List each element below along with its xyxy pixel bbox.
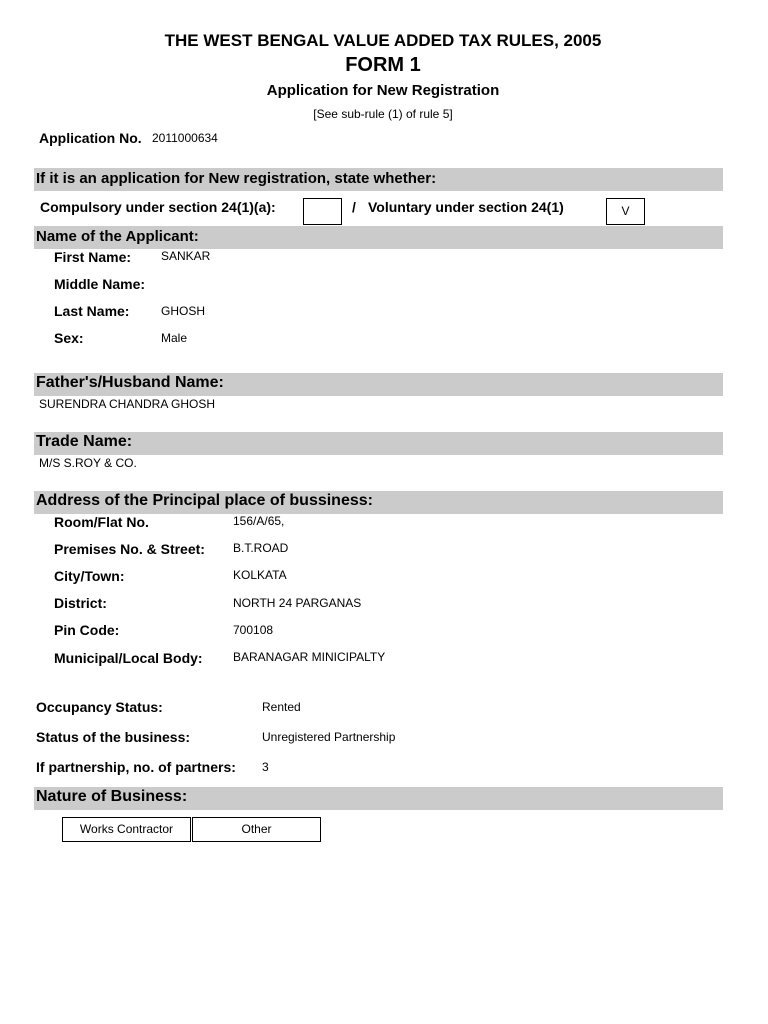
municipal-label: Municipal/Local Body:: [54, 650, 203, 666]
first-name-value: SANKAR: [161, 249, 211, 263]
city-value: KOLKATA: [233, 568, 287, 582]
municipal-value: BARANAGAR MINICIPALTY: [233, 650, 386, 664]
nature-of-business-section: [34, 787, 723, 810]
occupancy-value: Rented: [262, 700, 301, 714]
registration-separator: /: [352, 199, 356, 215]
father-husband-section: [34, 373, 723, 396]
street-label: Premises No. & Street:: [54, 541, 205, 557]
rules-title: THE WEST BENGAL VALUE ADDED TAX RULES, 2005: [164, 31, 602, 50]
father-husband-value: SURENDRA CHANDRA GHOSH: [39, 397, 216, 411]
registration-type-heading: If it is an application for New registration, state whether:: [36, 170, 437, 187]
compulsory-label: Compulsory under section 24(1)(a):: [40, 199, 276, 215]
district-label: District:: [54, 595, 107, 611]
voluntary-checkbox[interactable]: V: [606, 198, 645, 225]
first-name-label: First Name:: [54, 249, 132, 265]
last-name-label: Last Name:: [54, 303, 130, 319]
trade-name-value: M/S S.ROY & CO.: [39, 456, 137, 470]
nature-item: Works Contractor: [62, 817, 191, 842]
applicant-heading: Name of the Applicant:: [36, 228, 199, 245]
registration-type-section: [34, 168, 723, 191]
voluntary-label: Voluntary under section 24(1): [368, 199, 564, 215]
last-name-value: GHOSH: [161, 304, 206, 318]
applicant-section: [34, 226, 723, 249]
address-section: [34, 491, 723, 514]
form-subtitle: Application for New Registration: [266, 82, 500, 99]
room-value: 156/A/65,: [233, 514, 285, 528]
sex-value: Male: [161, 331, 188, 345]
form-title: FORM 1: [345, 54, 421, 76]
compulsory-checkbox[interactable]: [303, 198, 342, 225]
nature-item: Other: [192, 817, 321, 842]
district-value: NORTH 24 PARGANAS: [233, 596, 362, 610]
sex-label: Sex:: [54, 330, 84, 346]
pin-code-label: Pin Code:: [54, 622, 120, 638]
partners-value: 3: [262, 760, 269, 774]
city-label: City/Town:: [54, 568, 125, 584]
nature-of-business-heading: Nature of Business:: [36, 788, 188, 805]
trade-name-heading: Trade Name:: [36, 433, 133, 450]
partners-label: If partnership, no. of partners:: [36, 759, 236, 775]
pin-code-value: 700108: [233, 623, 274, 637]
business-status-label: Status of the business:: [36, 729, 191, 745]
sub-rule-note: [See sub-rule (1) of rule 5]: [313, 107, 453, 121]
business-status-value: Unregistered Partnership: [262, 730, 396, 744]
room-label: Room/Flat No.: [54, 514, 149, 530]
street-value: B.T.ROAD: [233, 541, 289, 555]
address-heading: Address of the Principal place of bussiness:: [36, 492, 373, 509]
middle-name-label: Middle Name:: [54, 276, 146, 292]
occupancy-label: Occupancy Status:: [36, 699, 163, 715]
father-husband-heading: Father's/Husband Name:: [36, 374, 224, 391]
application-number-value: 2011000634: [152, 131, 218, 145]
application-number-label: Application No.: [39, 130, 142, 146]
trade-name-section: [34, 432, 723, 455]
